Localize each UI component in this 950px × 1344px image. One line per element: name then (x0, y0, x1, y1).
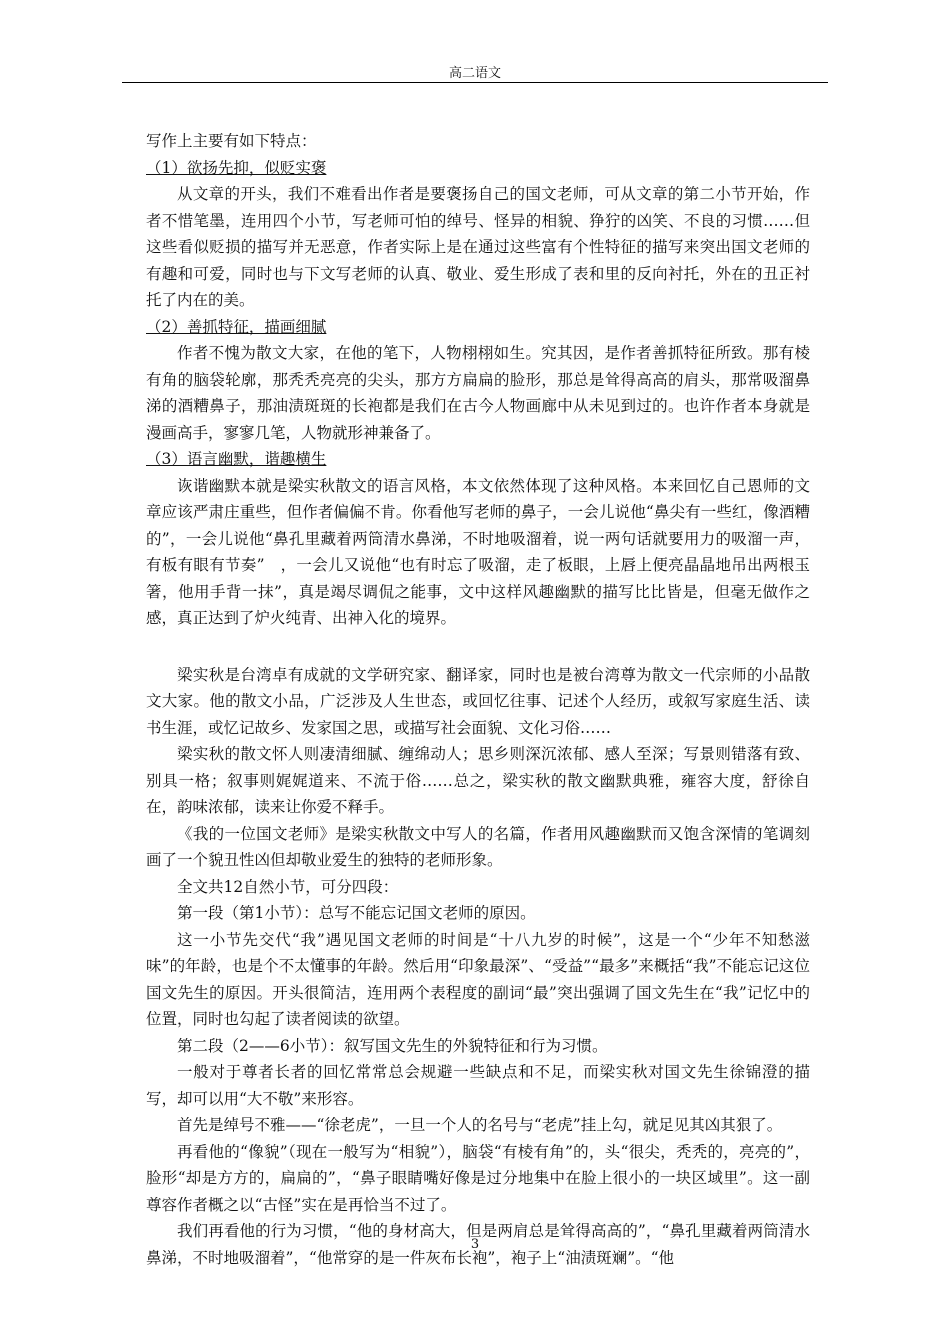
section-gap (146, 632, 810, 662)
paragraph: 这一小节先交代“我”遇见国文老师的时间是“十八九岁的时候”，这是一个“少年不知愁滋味”的年龄，也是个不太懂事的年龄。然后用“印象最深”、“受益”“最多”来概括“我”不能忘记这位国文先生的原因。开头很简洁，连用两个表程度的副词“最”突出强调了国文先生在“我”记忆中的位置，同时也勾起了读者阅读的欲望。 (146, 930, 810, 1028)
document-body (146, 128, 810, 1271)
paragraph: 第一段（第1小节）：总写不能忘记国文老师的原因。 (177, 904, 536, 922)
heading-3 (146, 446, 810, 473)
paragraph: 梁实秋是台湾卓有成就的文学研究家、翻译家，同时也是被台湾尊为散文一代宗师的小品散文大家。他的散文小品，广泛涉及人生世态，或回忆往事、记述个人经历，或叙写家庭生活、读书生涯，或忆记故乡、发家国之思，或描写社会面貌、文化习俗…… (146, 665, 810, 737)
heading-2-text: （2）善抓特征，描画细腻 (146, 317, 327, 336)
intro-line: 写作上主要有如下特点： (146, 132, 317, 150)
paragraph: 从文章的开头，我们不难看出作者是要褒扬自己的国文老师，可从文章的第二小节开始，作者不惜笔墨，连用四个小节，写老师可怕的绰号、怪异的相貌、狰狞的凶笑、不良的习惯……但这些看似贬损的描写并无恶意，作者实际上是在通过这些富有个性特征的描写来突出国文老师的有趣和可爱，同时也与下文写老师的认真、敬业、爱生形成了表和里的反向衬托，外在的丑正衬托了内在的美。 (146, 185, 810, 309)
header-rule (122, 82, 828, 83)
page-header: 高二语文 (448, 66, 501, 81)
paragraph: 《我的一位国文老师》是梁实秋散文中写人的名篇，作者用风趣幽默而又饱含深情的笔调刻画了一个貌丑性凶但却敬业爱生的独特的老师形象。 (146, 824, 810, 869)
paragraph: 梁实秋的散文怀人则凄清细腻、缠绵动人；思乡则深沉浓郁、感人至深；写景则错落有致、别具一格；叙事则娓娓道来、不流于俗……总之，梁实秋的散文幽默典雅，雍容大度，舒徐自在，韵味浓郁，读来让你爱不释手。 (146, 745, 810, 816)
heading-1 (146, 155, 810, 182)
page-number: 3 (470, 1237, 480, 1252)
paragraph: 全文共12自然小节，可分四段： (177, 877, 399, 896)
paragraph: 再看他的“像貌”（现在一般写为“相貌”），脑袋“有棱有角”的，头“很尖，秃秃的，亮亮的”，脸形“却是方方的，扁扁的”，“鼻子眼睛嘴好像是过分地集中在脸上很小的一块区域里”。这一副尊容作者概之以“古怪”实在是再恰当不过了。 (146, 1142, 810, 1214)
paragraph: 一般对于尊者长者的回忆常常总会规避一些缺点和不足，而梁实秋对国文先生徐锦澄的描写，却可以用“大不敬”来形容。 (146, 1063, 810, 1108)
paragraph: 诙谐幽默本就是梁实秋散文的语言风格，本文依然体现了这种风格。本来回忆自己恩师的文章应该严肃庄重些，但作者偏偏不肯。你看他写老师的鼻子，一会儿说他“鼻尖有一些红，像酒糟的”，一会儿说他“鼻孔里藏着两筒清水鼻涕，不时地吸溜着，说一两句话就要用力的吸溜一声，有板有眼有节奏” ，一会儿又说他“也有时忘了吸溜，走了板眼，上唇上便亮晶晶地吊出两根玉箸，他用手背一抹”，真是竭尽调侃之能事，文中这样风趣幽默的描写比比皆是，但毫无做作之感，真正达到了炉火纯青、出神入化的境界。 (146, 476, 810, 627)
paragraph: 我们再看他的行为习惯，“他的身材高大，但是两肩总是耸得高高的”，“鼻孔里藏着两筒清水鼻涕，不时地吸溜着”，“他常穿的是一件灰布长袍”，袍子上“油渍斑斓”。“他 (146, 1222, 810, 1267)
paragraph: 首先是绰号不雅——“徐老虎”，一旦一个人的名号与“老虎”挂上勾，就足见其凶其狠了。 (177, 1116, 783, 1134)
heading-3-text: （3）语言幽默，谐趣横生 (146, 450, 327, 468)
paragraph: 第二段（2——6小节）：叙写国文先生的外貌特征和行为习惯。 (177, 1036, 608, 1055)
paragraph: 作者不愧为散文大家，在他的笔下，人物栩栩如生。究其因，是作者善抓特征所致。那有棱有角的脑袋轮廓，那秃秃亮亮的尖头，那方方扁扁的脸形，那总是耸得高高的肩头，那常吸溜鼻涕的酒糟鼻子，那油渍斑斑的长袍都是我们在古今人物画廊中从未见到过的。也许作者本身就是漫画高手，寥寥几笔，人物就形神兼备了。 (146, 344, 810, 442)
heading-2 (146, 314, 810, 341)
heading-1-text: （1）欲扬先抑，似贬实褒 (146, 158, 327, 177)
